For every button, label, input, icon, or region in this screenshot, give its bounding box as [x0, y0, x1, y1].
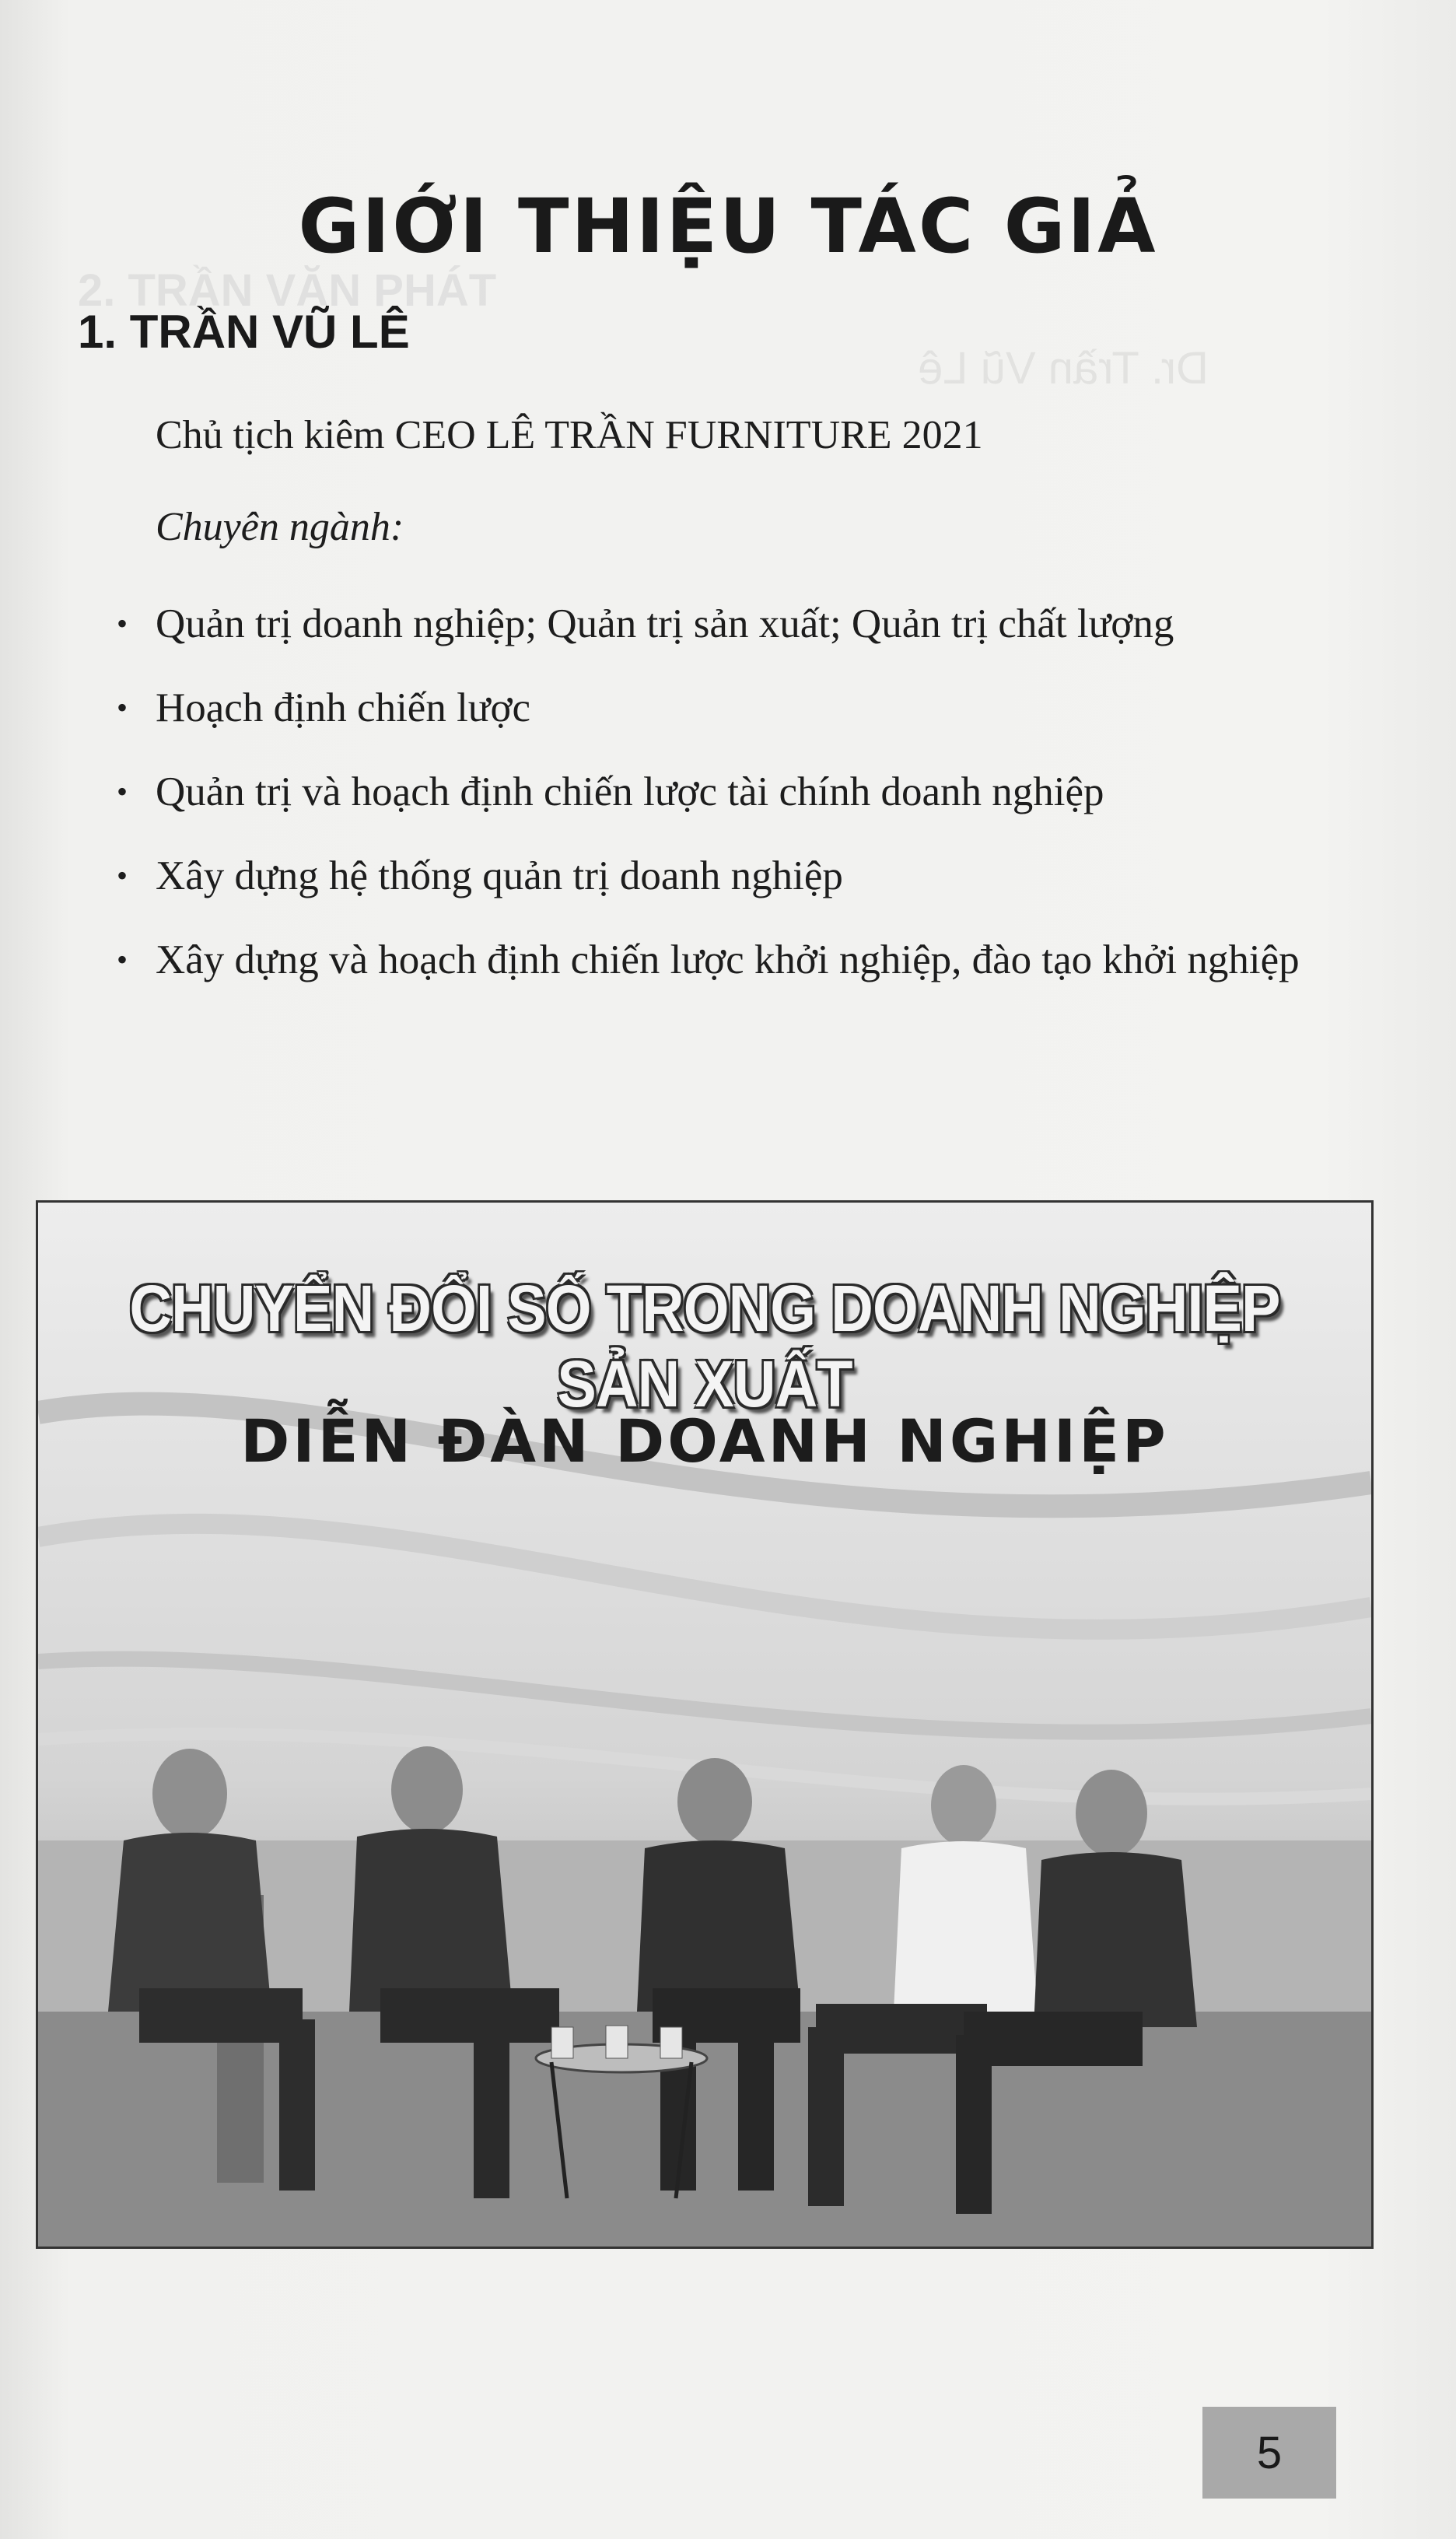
- event-photo: [36, 1200, 1374, 2249]
- bullet-icon: •: [117, 858, 128, 893]
- banner-title: CHUYỂN ĐỔI SỐ TRONG DOANH NGHIỆP SẢN XUẤT: [129, 1272, 1280, 1420]
- specialty-text: Xây dựng hệ thống quản trị doanh nghiệp: [156, 853, 843, 898]
- specialty-text: Quản trị doanh nghiệp; Quản trị sản xuất; Quản trị chất lượng: [156, 601, 1174, 646]
- specialty-text: Quản trị và hoạch định chiến lược tài chính doanh nghiệp: [156, 769, 1104, 814]
- specialty-item: [117, 843, 1361, 909]
- bullet-icon: •: [117, 942, 128, 977]
- page-number-box: [1202, 2407, 1336, 2499]
- specialty-item: [117, 759, 1361, 825]
- specialty-list: [117, 591, 1361, 1011]
- author-role: Chủ tịch kiêm CEO LÊ TRẦN FURNITURE 2021: [156, 413, 983, 457]
- page-number: 5: [1256, 2427, 1283, 2478]
- specialty-item: [117, 927, 1361, 993]
- bleed-through-heading: 2. TRẦN VĂN PHÁT: [78, 265, 497, 316]
- banner-subtitle: DIỄN ĐÀN DOANH NGHIỆP: [240, 1406, 1169, 1476]
- specialty-text: Xây dựng và hoạch định chiến lược khởi nghiệp, đào tạo khởi nghiệp: [156, 937, 1300, 982]
- bullet-icon: •: [117, 606, 128, 641]
- bleed-through-name-card: Dr. Trần Vũ Lê: [918, 343, 1209, 394]
- specialty-text: Hoạch định chiến lược: [156, 685, 531, 730]
- bullet-icon: •: [117, 774, 128, 809]
- author-heading: 1. TRẦN VŨ LÊ: [78, 306, 410, 358]
- specialty-label: Chuyên ngành:: [156, 505, 404, 549]
- page-title: GIỚI THIỆU TÁC GIẢ: [298, 183, 1158, 270]
- bullet-icon: •: [117, 690, 128, 725]
- specialty-item: [117, 591, 1361, 657]
- specialty-item: [117, 675, 1361, 741]
